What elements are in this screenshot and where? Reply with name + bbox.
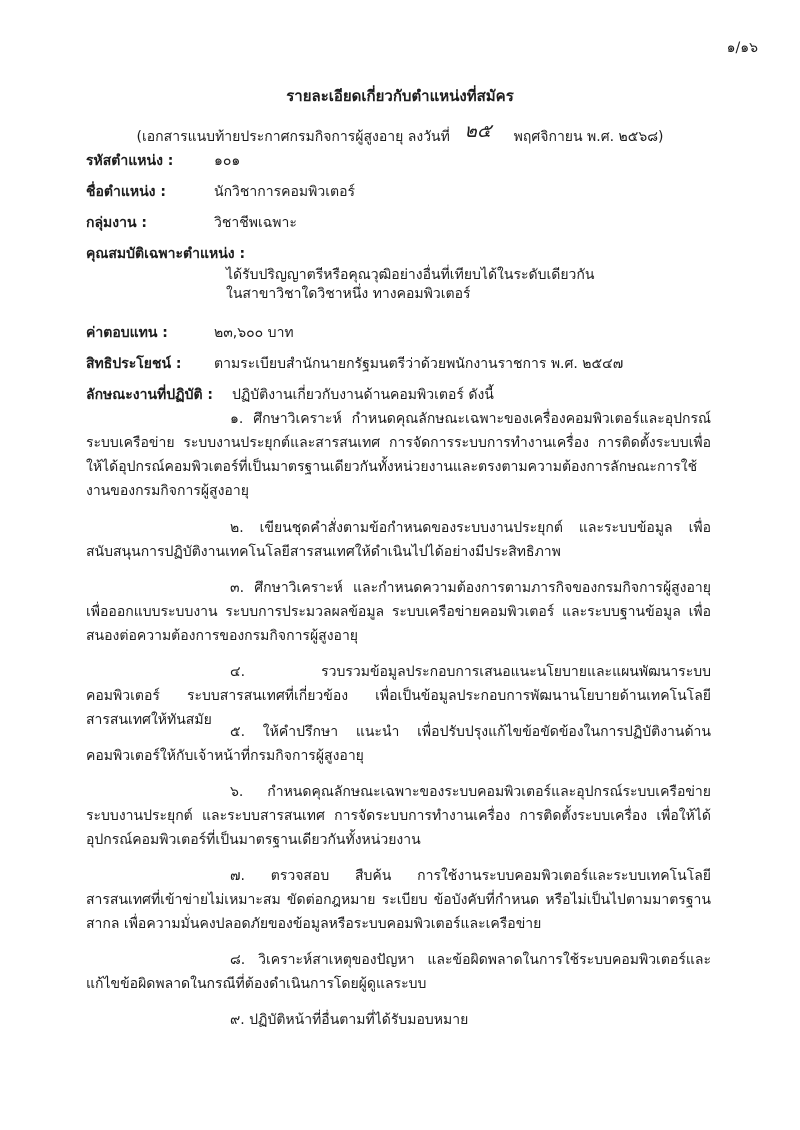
- duties-intro: ปฏิบัติงานเกี่ยวกับงานด้านคอมพิวเตอร์ ดังนี้: [232, 387, 494, 403]
- position-name-value: นักวิชาการคอมพิวเตอร์: [214, 184, 356, 200]
- group-value: วิชาชีพเฉพาะ: [214, 215, 297, 231]
- position-name-label: ชื่อตำแหน่ง :: [86, 184, 166, 200]
- duty-item-3: ๓. ศึกษาวิเคราะห์ และกำหนดความต้องการตามภารกิจของกรมกิจการผู้สูงอายุ เพื่อออกแบบระบบงาน ระบบการประมวลผลข้อมูล ระบบเครือข่ายคอมพิวเตอร์ และระบบฐานข้อมูล เพื่อสนองต่อความต้องการของกรมกิจการผู้สูงอายุ: [86, 580, 711, 644]
- handwritten-day: ๒๕: [464, 120, 492, 142]
- duty-item-9: ๙. ปฏิบัติหน้าที่อื่นตามที่ได้รับมอบหมาย: [230, 1012, 469, 1028]
- page-number: ๑/๑๖: [726, 40, 758, 56]
- duty-item-1: ๑. ศึกษาวิเคราะห์ กำหนดคุณลักษณะเฉพาะของเครื่องคอมพิวเตอร์และอุปกรณ์ระบบเครือข่าย ระบบงานประยุกต์และสารสนเทศ การจัดการระบบการทำงานเครื่อง การติดตั้งระบบเพื่อให้ได้อุปกรณ์คอมพิวเตอร์ที่เป็นมาตรฐานเดียวกันทั้งหน่วยงานและตรงตามความต้องการลักษณะการใช้งานของกรมกิจการผู้สูงอายุ: [86, 411, 711, 499]
- duty-item-5: ๕. ให้คำปรึกษา แนะนำ เพื่อปรับปรุงแก้ไขข้อขัดข้องในการปฏิบัติงานด้านคอมพิวเตอร์ให้กับเจ้าหน้าที่กรมกิจการผู้สูงอายุ: [86, 724, 711, 764]
- position-code-label: รหัสตำแหน่ง :: [86, 153, 174, 169]
- benefits-label: สิทธิประโยชน์ :: [86, 356, 182, 372]
- benefits-value: ตามระเบียบสำนักนายกรัฐมนตรีว่าด้วยพนักงานราชการ พ.ศ. ๒๕๔๗: [214, 356, 624, 372]
- compensation-label: ค่าตอบแทน :: [86, 325, 168, 341]
- duty-item-2: ๒. เขียนชุดคำสั่งตามข้อกำหนดของระบบงานประยุกต์ และระบบข้อมูล เพื่อสนับสนุนการปฏิบัติงานเทคโนโลยีสารสนเทศให้ดำเนินไปได้อย่างมีประสิทธิภาพ: [86, 520, 711, 560]
- subtitle-suffix: พฤศจิกายน พ.ศ. ๒๕๖๘): [513, 129, 664, 145]
- document-title: รายละเอียดเกี่ยวกับตำแหน่งที่สมัคร: [286, 87, 514, 105]
- qualification-line-1: ได้รับปริญญาตรีหรือคุณวุฒิอย่างอื่นที่เทียบได้ในระดับเดียวกัน: [226, 267, 595, 283]
- document-subtitle: [0, 120, 800, 150]
- duty-item-6: ๖. กำหนดคุณลักษณะเฉพาะของระบบคอมพิวเตอร์และอุปกรณ์ระบบเครือข่าย ระบบงานประยุกต์ และระบบสารสนเทศ การจัดระบบการทำงานเครื่อง การติดตั้งระบบเครื่อง เพื่อให้ได้อุปกรณ์คอมพิวเตอร์ที่เป็นมาตรฐานเดียวกันทั้งหน่วยงาน: [86, 784, 711, 848]
- position-code-value: ๑๐๑: [214, 153, 241, 169]
- duties-label: ลักษณะงานที่ปฏิบัติ :: [86, 387, 214, 403]
- qualification-label: คุณสมบัติเฉพาะตำแหน่ง :: [86, 246, 246, 262]
- group-label: กลุ่มงาน :: [86, 215, 148, 231]
- duty-item-8: ๘. วิเคราะห์สาเหตุของปัญหา และข้อผิดพลาดในการใช้ระบบคอมพิวเตอร์และแก้ไขข้อผิดพลาดในกรณีที่ต้องดำเนินการโดยผู้ดูแลระบบ: [86, 952, 711, 992]
- subtitle-prefix: (เอกสารแนบท้ายประกาศกรมกิจการผู้สูงอายุ ลงวันที่: [136, 129, 450, 145]
- duty-item-7: ๗. ตรวจสอบ สืบค้น การใช้งานระบบคอมพิวเตอร์และระบบเทคโนโลยีสารสนเทศที่เข้าข่ายไม่เหมาะสม ขัดต่อกฎหมาย ระเบียบ ข้อบังคับที่กำหนด หรือไม่เป็นไปตามมาตรฐานสากล เพื่อความมั่นคงปลอดภัยของข้อมูลหรือระบบคอมพิวเตอร์และเครือข่าย: [86, 868, 711, 932]
- qualification-line-2: ในสาขาวิชาใดวิชาหนึ่ง ทางคอมพิวเตอร์: [226, 286, 471, 302]
- duty-item-4: ๔. รวบรวมข้อมูลประกอบการเสนอแนะนโยบายและแผนพัฒนาระบบคอมพิวเตอร์ ระบบสารสนเทศที่เกี่ยวข้อง เพื่อเป็นข้อมูลประกอบการพัฒนานโยบายด้านเทคโนโลยีสารสนเทศให้ทันสมัย: [86, 664, 711, 728]
- compensation-value: ๒๓,๖๐๐ บาท: [214, 325, 294, 341]
